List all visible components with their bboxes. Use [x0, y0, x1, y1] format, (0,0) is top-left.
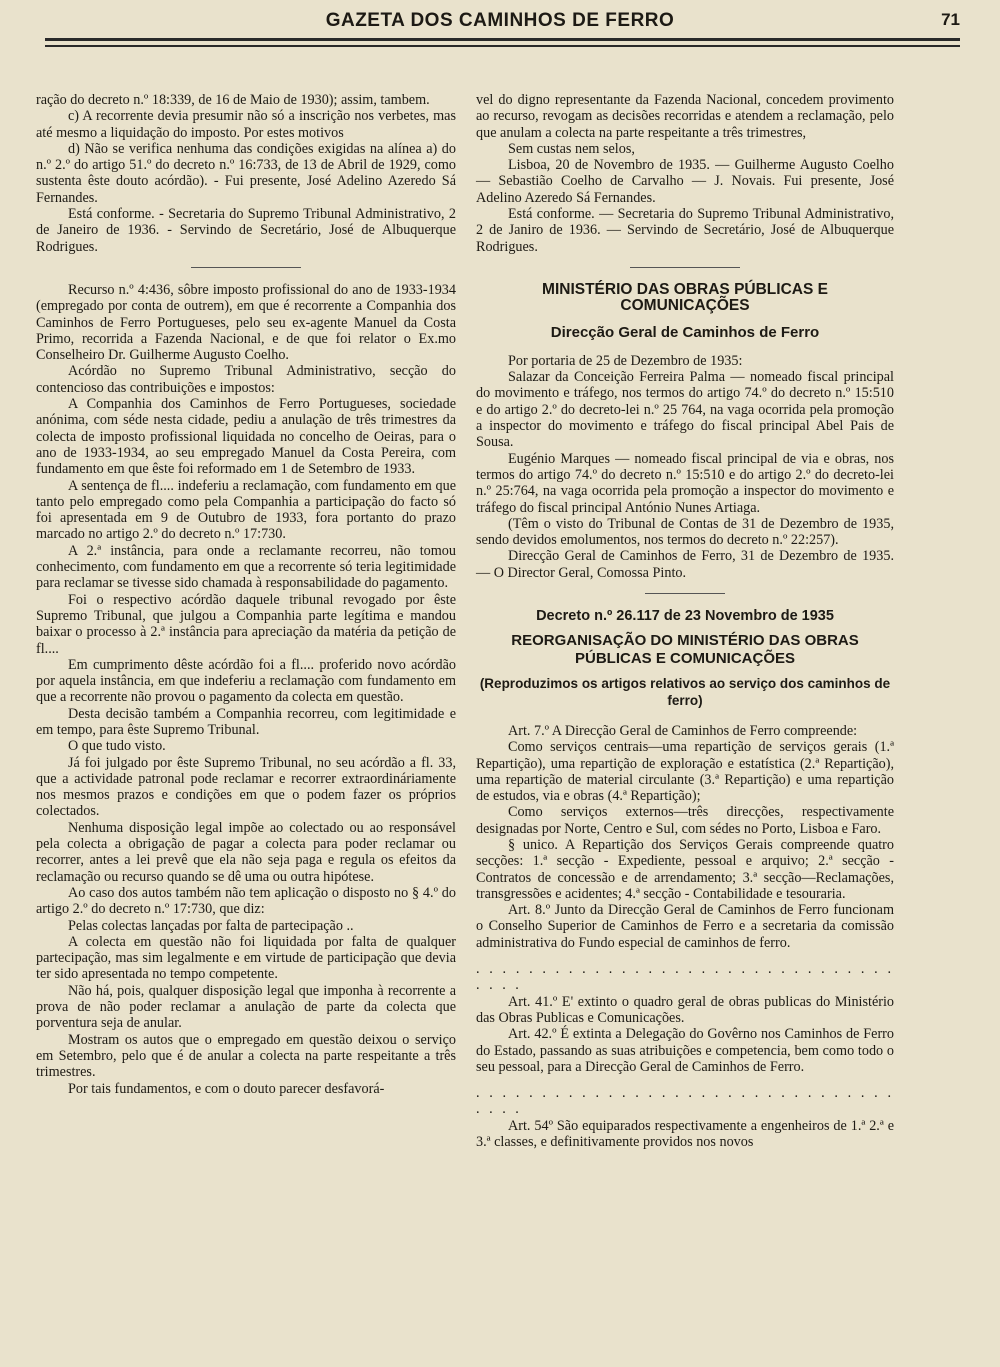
paragraph: Lisboa, 20 de Novembro de 1935. — Guilherme Augusto Coelho — Sebastião Coelho de Carvalho — J. Novais. Fui presente, José Adelino Azeredo Sá Fernandes.	[476, 157, 894, 206]
paragraph: Art. 54º São equiparados respectivamente a engenheiros de 1.ª 2.ª e 3.ª classes, e definitivamente providos nos novos	[476, 1117, 894, 1151]
paragraph: Está conforme. — Secretaria do Supremo Tribunal Administrativo, 2 de Janiro de 1936. — Servindo de Secretário, José de Albuquerque Rodrigues.	[476, 206, 894, 255]
paragraph: Em cumprimento dêste acórdão foi a fl.... proferido novo acórdão por aquela instância, em que indeferiu a reclamação com fundamento em que a recorrente não provou o pagamento da colecta em questão.	[36, 656, 456, 706]
direction-heading: Direcção Geral de Caminhos de Ferro	[550, 323, 820, 341]
paragraph: Art. 7.º A Direcção Geral de Caminhos de Ferro compreende:	[508, 722, 858, 739]
section-divider	[191, 267, 301, 268]
paragraph: A Companhia dos Caminhos de Ferro Portugueses, sociedade anónima, com séde nesta cidade, pediu a anulação de três trimestres da colecta de imposto profissional liquidada no concelho de Oeiras, para o ano de 1933-1934, ao seu empregado Manuel da Costa Pereira, com fundamento em que êste foi reformado em 1 de Setembro de 1933.	[36, 396, 456, 478]
quoted-paragraph: Pelas colectas lançadas por falta de partecipação ..	[68, 917, 354, 934]
paragraph: Ao caso dos autos também não tem aplicação o disposto no § 4.º do artigo 2.º do decreto n.º 17:730, que diz:	[36, 884, 456, 918]
left-column	[36, 92, 456, 1097]
paragraph: A 2.ª instância, para onde a reclamante recorreu, não tomou conhecimento, com fundamento em que a recorrente só teria legitimidade para reclamar se tivesse sido chamada à responsabilidade do pagamento.	[36, 542, 456, 592]
paragraph: A colecta em questão não foi liquidada por falta de qualquer partecipação, mas sim legalmente e em virtude de participação que devia ter sido apresentada no tempo competente.	[36, 933, 456, 983]
paragraph: § unico. A Repartição dos Serviços Gerais compreende quatro secções: 1.ª secção - Expediente, pessoal e arquivo; 2.ª secção - Contratos de concessão e de arrendamento; 3.ª secção—Reclamações, transgressões e acidentes; 4.ª secção - Contabilidade e tesouraria.	[476, 836, 894, 902]
paragraph: Não há, pois, qualquer disposição legal que imponha à recorrente a prova de não poder reclamar a anulação de parte da colecta que porventura seja de anular.	[36, 982, 456, 1032]
omission-dots: . . . . . . . . . . . . . . . . . . . . . . . . . . . . . . . . . . . .	[476, 1085, 894, 1118]
paragraph: ração do decreto n.º 18:339, de 16 de Maio de 1930); assim, tambem.	[36, 92, 430, 108]
paragraph: Já foi julgado por êste Supremo Tribunal, no seu acórdão a fl. 33, que a actividade patronal pode reclamar e recorrer extraordináriamente nos mesmos prazos e condições em que o podem fazer os próprios colectados.	[36, 754, 456, 820]
publication-title: GAZETA DOS CAMINHOS DE FERRO	[325, 10, 675, 31]
omission-dots: . . . . . . . . . . . . . . . . . . . . . . . . . . . . . . . . . . . .	[476, 961, 894, 994]
ministry-heading: MINISTÉRIO DAS OBRAS PÚBLICAS E COMUNICAÇÕES	[542, 280, 828, 315]
paragraph: Acórdão no Supremo Tribunal Administrativo, secção do contencioso das contribuições e impostos:	[36, 363, 456, 396]
paragraph: Por portaria de 25 de Dezembro de 1935:	[508, 352, 743, 369]
reorganisation-heading	[476, 632, 894, 668]
header-rule-bottom	[45, 45, 960, 47]
paragraph: Está conforme. - Secretaria do Supremo Tribunal Administrativo, 2 de Janeiro de 1936. - Servindo de Secretário, José de Albuquerque Rodrigues.	[36, 206, 456, 255]
reorganisation-heading-line: PÚBLICAS E COMUNICAÇÕES	[574, 650, 795, 668]
paragraph: O que tudo visto.	[68, 738, 166, 755]
paragraph: A sentença de fl.... indeferiu a reclamação, com fundamento em que tanto pelo empregado como pela Companhia a participação do facto só foi apresentada em 9 de Outubro de 1933, fora portanto do prazo marcado no artigo 2.º do decreto n.º 17:730.	[36, 477, 456, 543]
reorganisation-heading-line: REORGANISAÇÃO DO MINISTÉRIO DAS OBRAS	[511, 632, 859, 650]
paragraph: Por tais fundamentos, e com o douto parecer desfavorá-	[68, 1080, 385, 1097]
paragraph: vel do digno representante da Fazenda Nacional, concedem provimento ao recurso, revogam as decisões recorridas e atendem a reclamação, pelo que anulam a colecta na parte respeitante a três trimestres,	[476, 92, 894, 141]
paragraph: Direcção Geral de Caminhos de Ferro, 31 de Dezembro de 1935. — O Director Geral, Comossa Pinto.	[476, 548, 894, 581]
paragraph: Art. 41.º E' extinto o quadro geral de obras publicas do Ministério das Obras Publicas e Comunicações.	[476, 993, 894, 1026]
paragraph: Eugénio Marques — nomeado fiscal principal de via e obras, nos termos do artigo 74.º do decreto n.º 15:510 e do artigo 2.º do decreto-lei n.º 25:764, na vaga ocorrida pela promoção a inspector do movimento e tráfego do fiscal principal António Nunes Artiaga.	[476, 450, 894, 516]
paragraph: Como serviços centrais—uma repartição de serviços gerais (1.ª Repartição), uma repartição de exploração e estatística (2.ª Repartição), uma repartição de material circulante (3.ª Repartição) e uma repartição de estudos, via e obras (4.ª Repartição);	[476, 739, 894, 805]
paragraph: d) Não se verifica nenhuma das condições exigidas na alínea a) do n.º 2.º do artigo 51.º do decreto n.º 16:733, de 13 de Abril de 1929, como sustenta êste douto acórdão). - Fui presente, José Adelino Azeredo Sá Fernandes.	[36, 140, 456, 206]
paragraph: (Têm o visto do Tribunal de Contas de 31 de Dezembro de 1935, sendo devidos emolumentos, nos termos do decreto n.º 22:257).	[476, 515, 894, 549]
decree-heading: Decreto n.º 26.117 de 23 Novembro de 1935	[536, 608, 834, 625]
paragraph: c) A recorrente devia presumir não só a inscrição nos verbetes, mas até mesmo a liquidação do imposto. Por estes motivos	[36, 108, 456, 141]
paragraph: Art. 42.º É extinta a Delegação do Govêrno nos Caminhos de Ferro do Estado, passando as suas atribuições e competencia, bem como todo o seu pessoal, para a Direcção Geral de Caminhos de Ferro.	[476, 1026, 894, 1075]
paragraph: Nenhuma disposição legal impõe ao colectado ou ao responsável pela colecta a obrigação de pagar a colecta para poder reclamar ou recorrer, antes a lei prevê que ela não seja paga e regula os efeitos da reclamação ou recurso quando se dê uma ou outra hipótese.	[36, 819, 456, 885]
section-divider	[630, 267, 740, 268]
paragraph: Art. 8.º Junto da Direcção Geral de Caminhos de Ferro funcionam o Conselho Superior de Caminhos de Ferro e a secretaria da comissão administrativa do Fundo especial de caminhos de ferro.	[476, 902, 894, 951]
paragraph: Como serviços externos—três direcções, respectivamente designadas por Norte, Centro e Sul, com sédes no Porto, Lisboa e Faro.	[476, 804, 894, 837]
paragraph: Salazar da Conceição Ferreira Palma — nomeado fiscal principal do movimento e tráfego, nos termos do artigo 74.º do decreto n.º 15:510 e do artigo 2.º do decreto-lei n.º 25 764, na vaga ocorrida pela promoção a inspector do movimento e tráfego do fiscal principal Abel Pais de Sousa.	[476, 369, 894, 451]
page-number: 71	[941, 10, 960, 29]
section-divider	[645, 593, 725, 594]
paragraph: Foi o respectivo acórdão daquele tribunal revogado por êste Supremo Tribunal, que julgou a Companhia parte legítima e mandou baixar o processo à 2.ª instância para apreciação da matéria da petição de fl....	[36, 591, 456, 657]
paragraph: Sem custas nem selos,	[508, 140, 635, 157]
header-rule-top	[45, 38, 960, 41]
reproduction-note: (Reproduzimos os artigos relativos ao serviço dos caminhos de ferro)	[479, 676, 891, 708]
right-column	[476, 92, 894, 1150]
paragraph: Recurso n.º 4:436, sôbre imposto profissional do ano de 1933-1934 (empregado por conta de outrem), em que é recorrente a Companhia dos Caminhos de Ferro Portugueses, pelo seu ex-agente Manuel da Costa Primo, recorrida a Fazenda Nacional, e de que foi relator o Ex.mo Conselheiro Dr. Guilherme Augusto Coelho.	[36, 281, 456, 364]
paragraph: Mostram os autos que o empregado em questão deixou o serviço em Setembro, pelo que é de anular a colecta na parte respeitante a três trimestres.	[36, 1031, 456, 1081]
paragraph: Desta decisão também a Companhia recorreu, com legitimidade e em tempo, para êste Supremo Tribunal.	[36, 705, 456, 738]
